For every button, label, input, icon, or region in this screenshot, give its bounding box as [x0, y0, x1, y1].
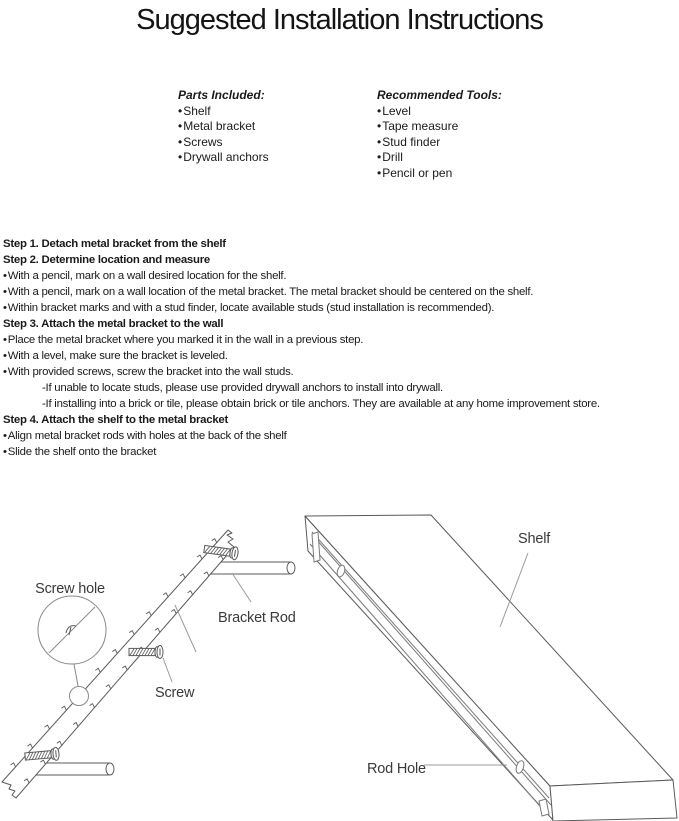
- step-line: • With a pencil, mark on a wall location of the metal bracket. The metal bracket should be centered on the shelf.: [3, 284, 677, 300]
- parts-item: • Screws: [178, 135, 348, 151]
- step-line: Step 1. Detach metal bracket from the shelf: [3, 238, 226, 250]
- step-line: • With a pencil, mark on a wall desired location for the shelf.: [3, 268, 677, 284]
- step-line: • With provided screws, screw the bracket into the wall studs.: [3, 364, 677, 380]
- shelf-front-face: [550, 780, 677, 821]
- shelf-drawing: [305, 515, 677, 821]
- installation-steps: [3, 236, 677, 460]
- magnifier-connector: [74, 664, 78, 686]
- leader-screw: [163, 658, 172, 682]
- step-line: • Align metal bracket rods with holes at the back of the shelf: [3, 428, 677, 444]
- leader-bracket: [175, 605, 196, 652]
- hole-marker-circle: [70, 687, 89, 706]
- parts-item: • Shelf: [178, 104, 348, 120]
- installation-diagram: [0, 492, 679, 821]
- label-screw-hole: Screw hole: [35, 581, 105, 597]
- step-line: Step 3. Attach the metal bracket to the wall: [3, 318, 224, 330]
- tools-item: • Pencil or pen: [377, 166, 547, 182]
- step-line: Step 2. Determine location and measure: [3, 254, 210, 266]
- step-line: • Within bracket marks and with a stud finder, locate available studs (stud installation is recommended).: [3, 300, 677, 316]
- label-rod-hole: Rod Hole: [367, 761, 426, 777]
- parts-item: • Drywall anchors: [178, 150, 348, 166]
- label-shelf: Shelf: [518, 531, 551, 547]
- tools-item: • Tape measure: [377, 119, 547, 135]
- tools-item: • Drill: [377, 150, 547, 166]
- step-line: • Slide the shelf onto the bracket: [3, 444, 677, 460]
- recommended-tools-list: [377, 88, 547, 181]
- label-screw: Screw: [155, 685, 195, 701]
- parts-item: • Metal bracket: [178, 119, 348, 135]
- label-bracket-rod: Bracket Rod: [218, 610, 296, 626]
- step-line: - If installing into a brick or tile, please obtain brick or tile anchors. They are available at any home improvement store.: [3, 396, 677, 412]
- tools-item: • Level: [377, 104, 547, 120]
- step-line: Step 4. Attach the shelf to the metal bracket: [3, 414, 229, 426]
- parts-heading: Parts Included:: [178, 88, 265, 102]
- leader-bracket-rod: [232, 573, 251, 602]
- step-line: • Place the metal bracket where you marked it in the wall in a previous step.: [3, 332, 677, 348]
- step-line: - If unable to locate studs, please use provided drywall anchors to install into drywall.: [3, 380, 677, 396]
- tools-heading: Recommended Tools:: [377, 88, 502, 102]
- parts-included-list: [178, 88, 348, 166]
- tools-item: • Stud finder: [377, 135, 547, 151]
- step-line: • With a level, make sure the bracket is leveled.: [3, 348, 677, 364]
- page-title: Suggested Installation Instructions: [136, 4, 543, 36]
